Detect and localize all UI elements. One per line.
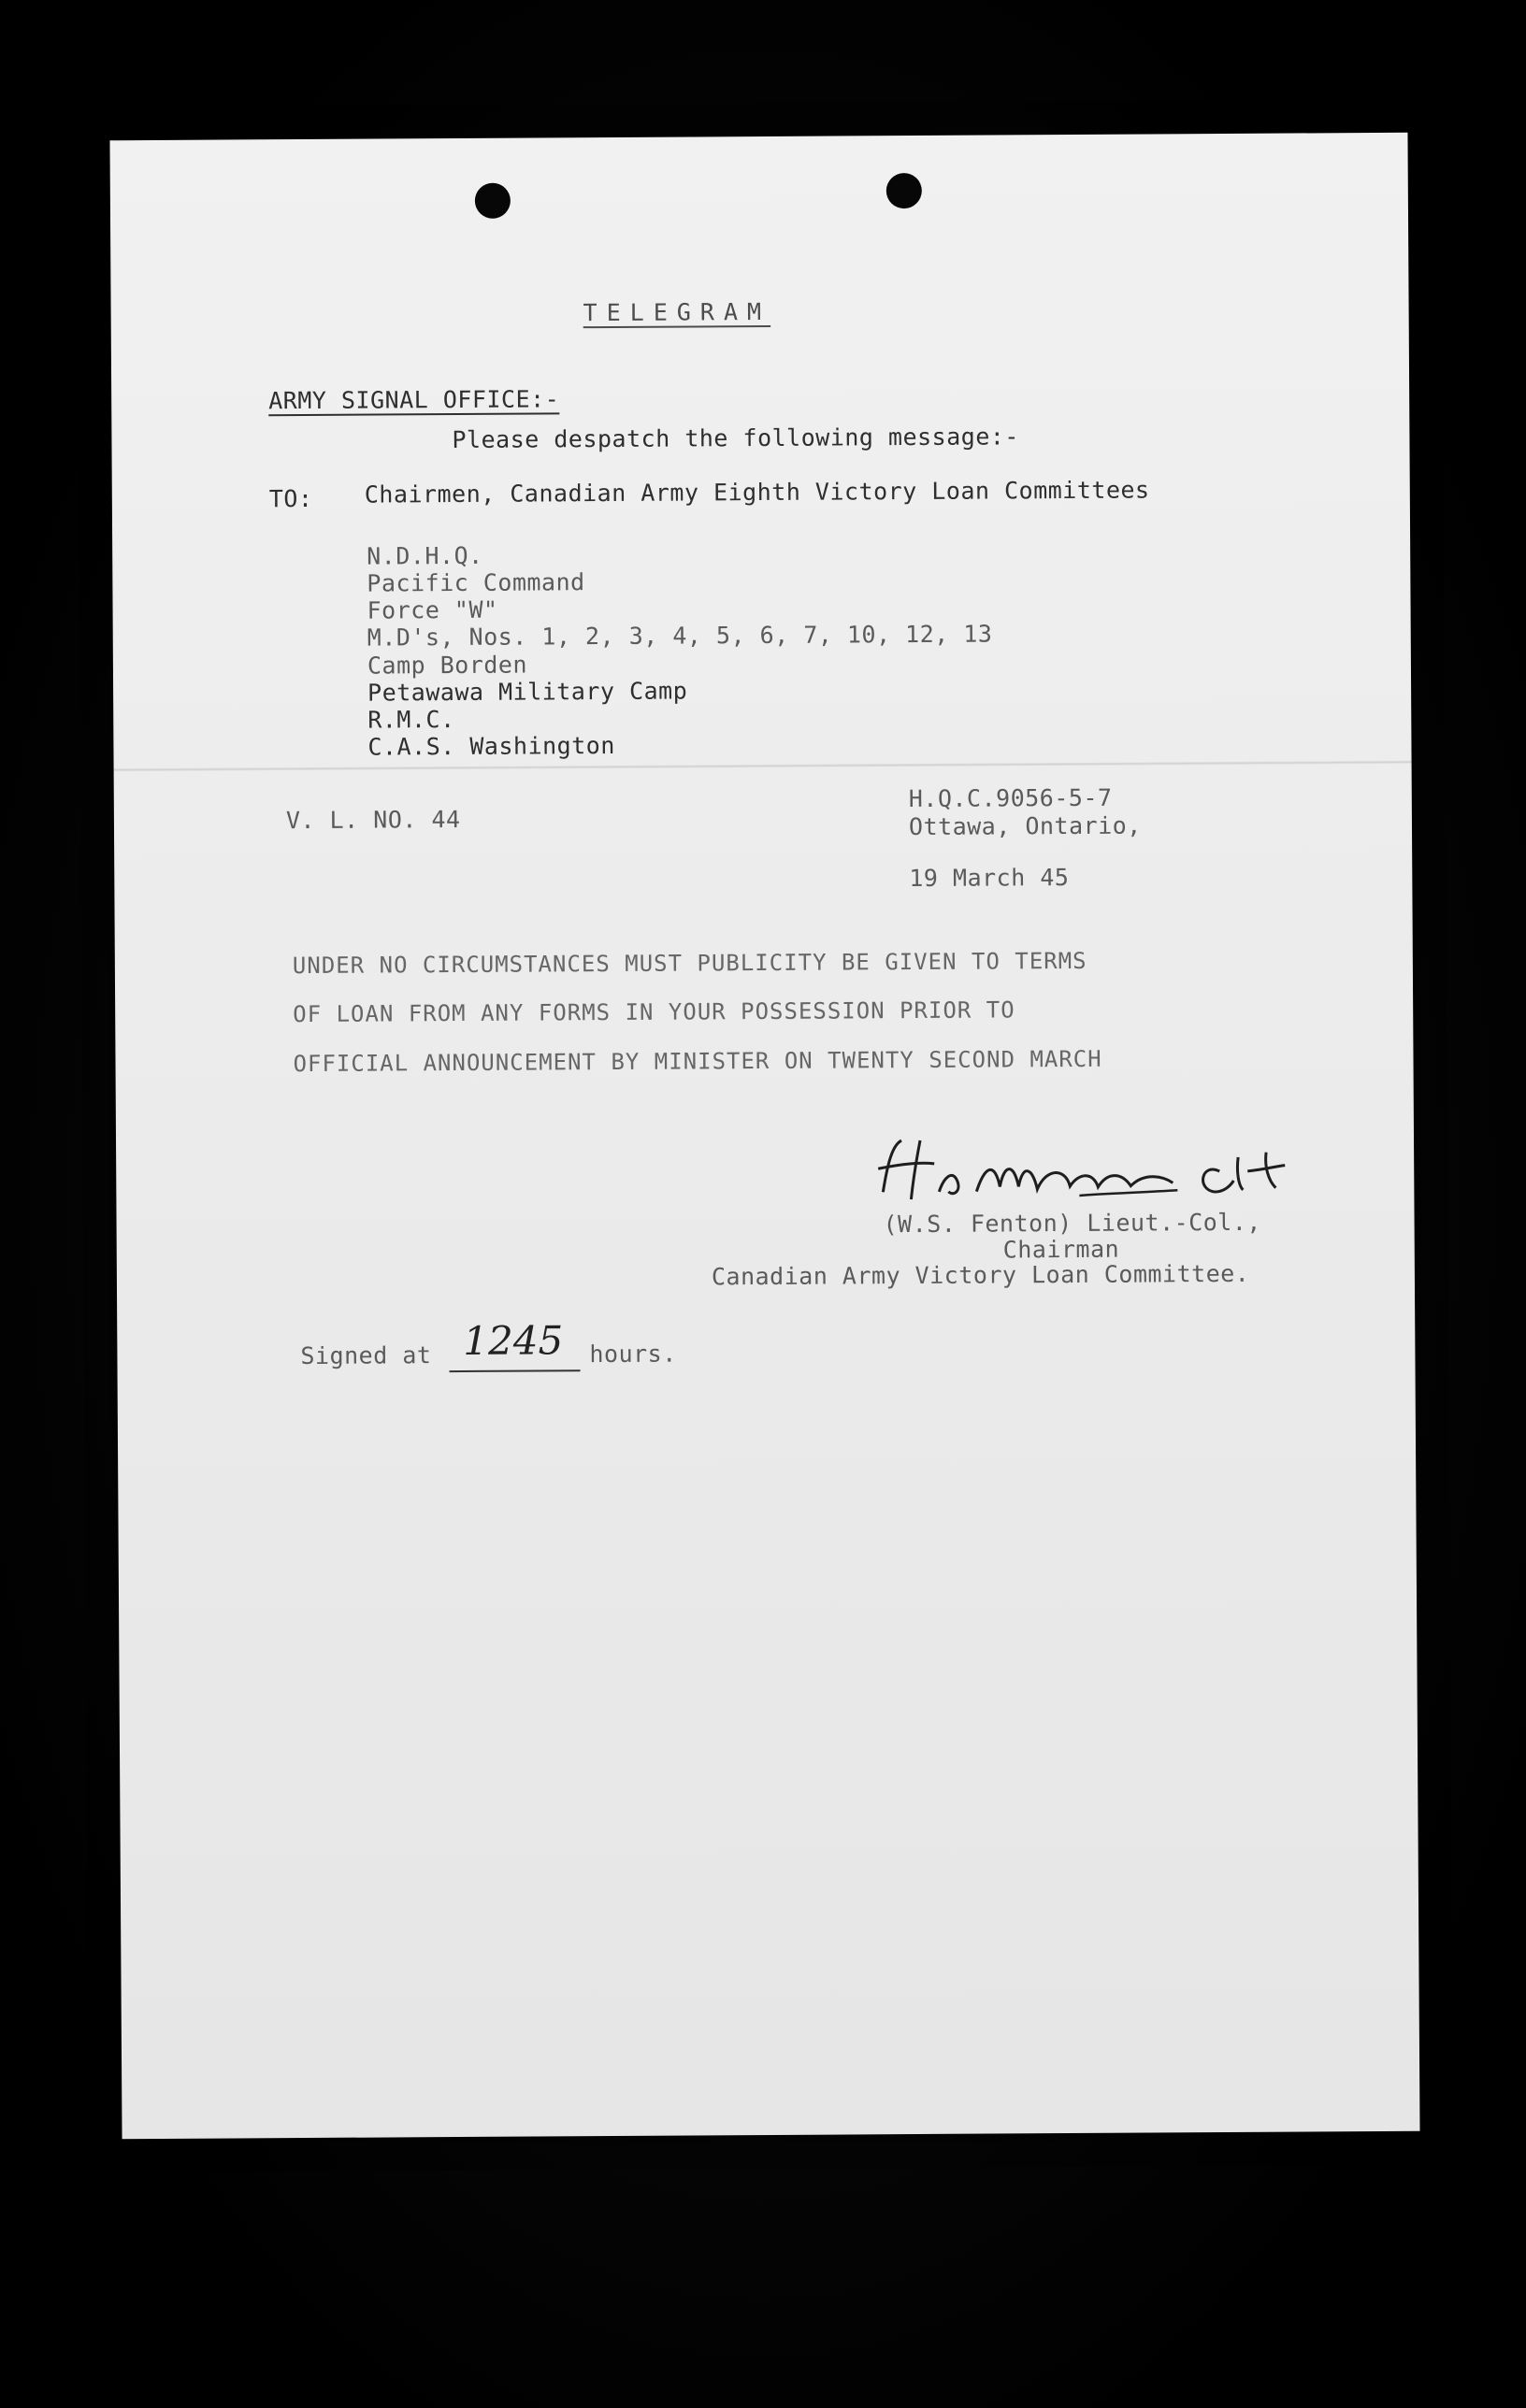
file-reference: H.Q.C.9056-5-7 bbox=[908, 783, 1113, 813]
signed-at-label: Signed at bbox=[300, 1341, 432, 1370]
punch-hole-right bbox=[886, 173, 922, 208]
recipient-item: Force "W" bbox=[367, 595, 498, 624]
message-line: OF LOAN FROM ANY FORMS IN YOUR POSSESSION PRIOR TO bbox=[293, 996, 1015, 1028]
punch-hole-left bbox=[475, 183, 511, 219]
recipient-item: Petawawa Military Camp bbox=[367, 677, 688, 707]
request-line: Please despatch the following message:- bbox=[452, 423, 1020, 454]
page-fold-line bbox=[114, 761, 1412, 771]
to-line: Chairmen, Canadian Army Eighth Victory Loan Committees bbox=[364, 476, 1150, 509]
committee-name: Canadian Army Victory Loan Committee. bbox=[711, 1259, 1250, 1291]
vl-number: V. L. NO. 44 bbox=[285, 805, 461, 835]
signatory-role: Chairman bbox=[1002, 1235, 1120, 1264]
place: Ottawa, Ontario, bbox=[908, 811, 1142, 841]
recipient-item: M.D's, Nos. 1, 2, 3, 4, 5, 6, 7, 10, 12, 13 bbox=[367, 620, 993, 652]
office-heading: ARMY SIGNAL OFFICE:- bbox=[268, 385, 560, 415]
recipient-item: C.A.S. Washington bbox=[367, 731, 615, 761]
document-title: TELEGRAM bbox=[583, 297, 771, 327]
message-line: UNDER NO CIRCUMSTANCES MUST PUBLICITY BE GIVEN TO TERMS bbox=[292, 947, 1087, 980]
recipient-item: N.D.H.Q. bbox=[367, 541, 483, 570]
message-line: OFFICIAL ANNOUNCEMENT BY MINISTER ON TWENTY SECOND MARCH bbox=[293, 1045, 1102, 1078]
hours-label: hours. bbox=[589, 1340, 677, 1369]
signature-scrawl bbox=[864, 1124, 1351, 1211]
recipient-item: R.M.C. bbox=[367, 706, 455, 734]
telegram-page bbox=[109, 133, 1419, 2139]
signed-time: 1245 bbox=[463, 1317, 564, 1364]
signatory-name: (W.S. Fenton) Lieut.-Col., bbox=[883, 1208, 1262, 1239]
recipient-item: Camp Borden bbox=[367, 651, 528, 680]
date: 19 March 45 bbox=[909, 864, 1070, 893]
to-label: TO: bbox=[268, 484, 313, 513]
recipient-item: Pacific Command bbox=[367, 568, 585, 597]
signed-time-field bbox=[450, 1369, 581, 1372]
handwritten-signature bbox=[864, 1124, 1351, 1211]
